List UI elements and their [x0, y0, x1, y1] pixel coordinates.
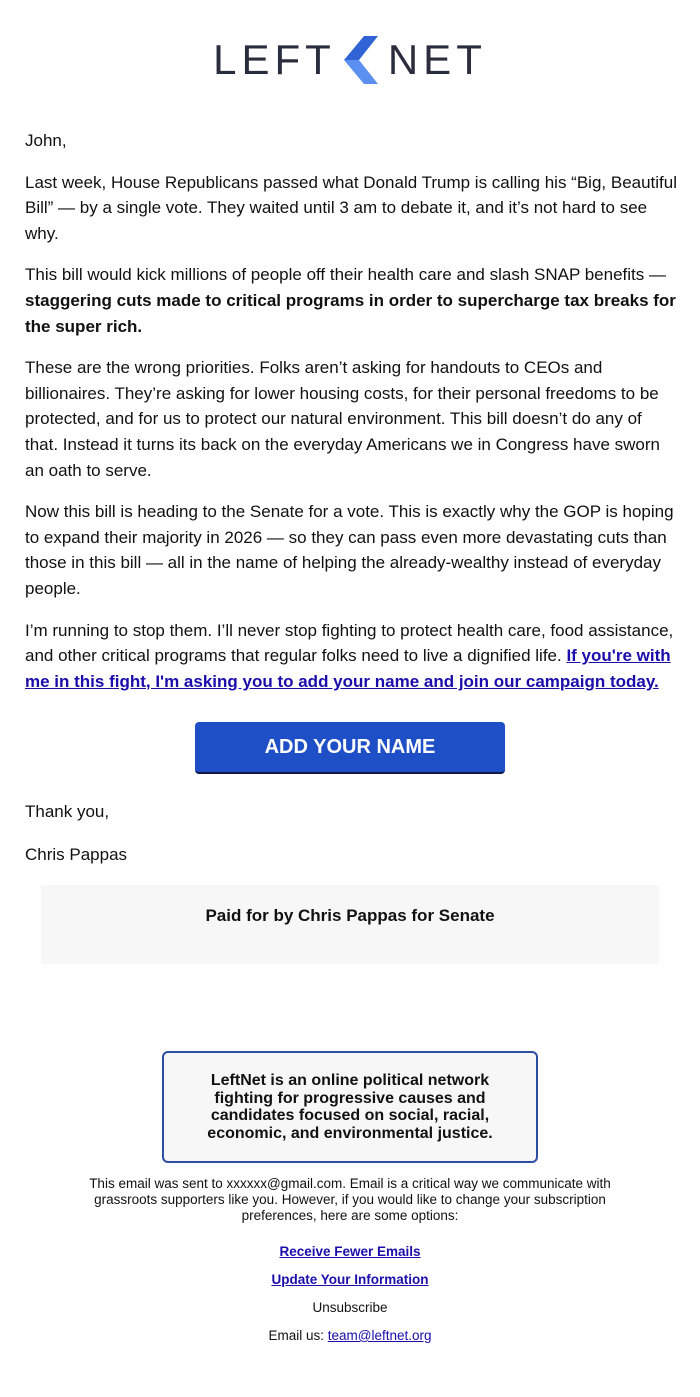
- email-body: [25, 128, 677, 710]
- paragraph-4: Now this bill is heading to the Senate for a vote. This is exactly why the GOP is hoping to expand their majority in 2026 — so they can pass even more devastating cuts than those in this bill — all in the name of helping the already-wealthy instead of everyday people.: [25, 502, 674, 598]
- paid-for-box: [41, 885, 659, 964]
- logo-right-text: NET: [387, 36, 487, 83]
- leftnet-logo: [0, 34, 700, 86]
- cta-wrapper: [195, 722, 505, 776]
- join-campaign-link[interactable]: If you're with me in this fight, I'm asking you to add your name and join our campaign today.: [25, 646, 671, 691]
- paragraph-5-text: I’m running to stop them. I’ll never stop fighting to protect health care, food assistance, and other critical programs that regular folks need to live a dignified life.: [25, 620, 674, 666]
- add-your-name-button[interactable]: ADD YOUR NAME: [195, 722, 505, 774]
- footer: [60, 1176, 640, 1356]
- receive-fewer-emails-link[interactable]: Receive Fewer Emails: [279, 1244, 421, 1259]
- about-box: [162, 1051, 538, 1163]
- logo-left-text: LEFT: [213, 36, 336, 83]
- paragraph-5: [25, 618, 677, 695]
- signoff-thanks: Thank you,: [25, 802, 110, 821]
- unsubscribe-link[interactable]: Unsubscribe: [312, 1300, 388, 1315]
- paragraph-2: [25, 262, 677, 339]
- paid-for-text: Paid for by Chris Pappas for Senate: [205, 906, 495, 925]
- paragraph-1: Last week, House Republicans passed what Donald Trump is calling his “Big, Beautiful Bill” — by a single vote. They waited until 3 am to debate it, and it’s not hard to see why.: [25, 172, 678, 243]
- about-text: LeftNet is an online political network fighting for progressive causes and candidates focused on social, racial, economic, and environmental justice.: [207, 1072, 493, 1142]
- paragraph-3: These are the wrong priorities. Folks aren’t asking for handouts to CEOs and billionaires. They’re asking for lower housing costs, for their personal freedoms to be protected, and for us to protect our natural environment. This bill doesn’t do any of that. Instead it turns its back on the everyday Americans we in Congress have sworn an oath to serve.: [25, 358, 660, 480]
- greeting: John,: [25, 131, 67, 150]
- footer-disclaimer: This email was sent to xxxxxx@gmail.com. Email is a critical way we communicate with grassroots supporters like you. However, if you would like to change your subscription preferences, here are some options:: [89, 1176, 611, 1223]
- paragraph-2-text: This bill would kick millions of people off their health care and slash SNAP benefits —: [25, 265, 666, 285]
- email-address-link[interactable]: team@leftnet.org: [327, 1328, 432, 1343]
- signoff-name: Chris Pappas: [25, 845, 128, 864]
- paragraph-2-bold: staggering cuts made to critical programs in order to supercharge tax breaks for the super rich.: [25, 290, 676, 336]
- email-label: Email us:: [268, 1328, 328, 1343]
- footer-email: [60, 1328, 640, 1344]
- chevron-left-icon: [344, 36, 378, 84]
- update-information-link[interactable]: Update Your Information: [271, 1272, 429, 1287]
